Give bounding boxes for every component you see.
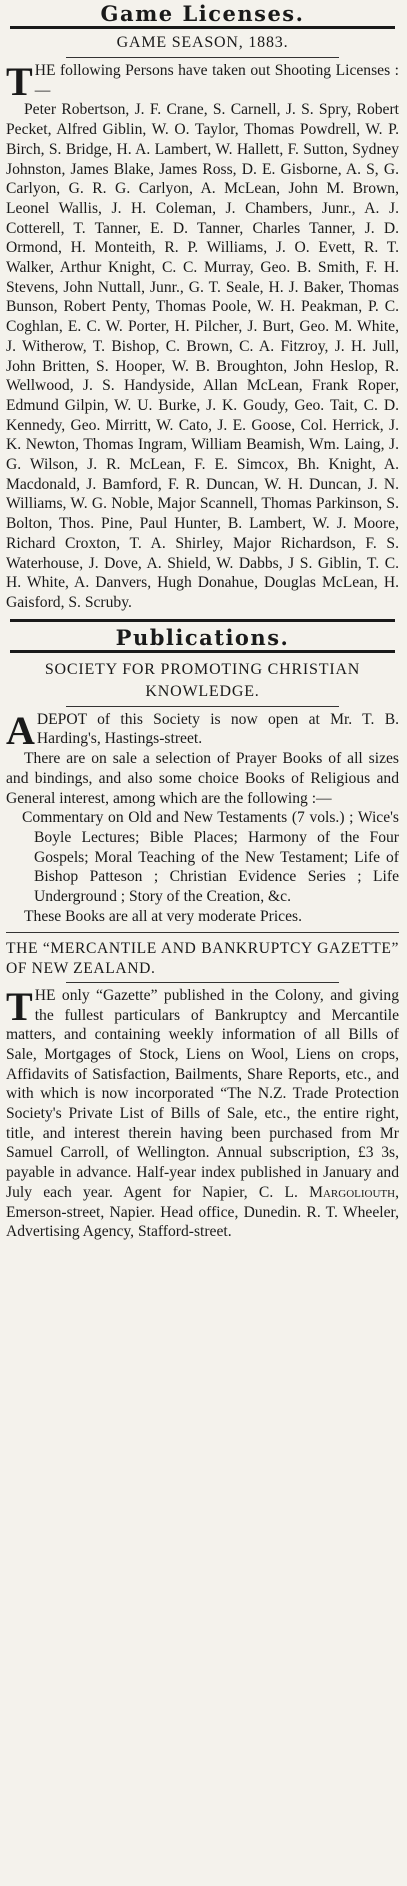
agent-name: Margoliouth <box>309 1183 396 1201</box>
section-rule <box>10 650 395 653</box>
depot-text: DEPOT of this Society is now open at Mr. T. B. Harding's, Hastings-street. <box>36 710 399 748</box>
gazette-body <box>6 983 399 1242</box>
drop-cap: A <box>6 707 35 753</box>
spck-advertisement <box>6 659 399 927</box>
section-heading-publications: Publications. <box>115 624 290 650</box>
prices-notice: These Books are all at very moderate Prices. <box>24 907 302 925</box>
game-licenses-intro <box>6 59 399 104</box>
intro-text: HE following Persons have taken out Shooting Licenses :— <box>34 62 399 99</box>
publications-section <box>6 626 399 1242</box>
advert-title: SOCIETY FOR PROMOTING CHRISTIAN KNOWLEDGE. <box>44 660 361 700</box>
section-rule <box>10 26 395 29</box>
section-divider <box>10 619 395 622</box>
book-list: Commentary on Old and New Testaments (7 vols.) ; Wice's Boyle Lectures; Bible Places; Harmony of the Four Gospels; Moral Teaching of the New Testament; Life of Bishop Patteson ; Christian Evidence Series ; Life Underground ; Story of the Creation, &c. <box>22 809 399 906</box>
gazette-advertisement <box>6 939 399 1242</box>
title-rule <box>66 982 339 983</box>
game-licenses-section <box>6 2 399 613</box>
license-holder-list: Peter Robertson, J. F. Crane, S. Carnell, J. S. Spry, Robert Pecket, Alfred Giblin, W. O. Taylor, Thomas Powdrell, W. P. Birch, S. Bridge, H. A. Lambert, W. Hallett, F. Sutton, Sydney Johnston, James Blake, James Ross, D. E. Gisborne, A. S, G. Carlyon, G. R. G. Carlyon, A. McLean, John M. Brown, Leonel Wallis, J. H. Coleman, J. Chambers, Junr., A. J. Cotterell, T. Tanner, E. D. Tanner, Charles Tanner, J. D. Ormond, H. Monteith, R. P. Williams, J. O. Evett, R. T. Walker, Arthur Knight, C. C. Murray, Geo. B. Smith, F. H. Stevens, John Nuttall, Junr., G. T. Seale, H. J. Baker, Thomas Bunson, Robert Penty, Thomas Poole, W. H. Peakman, P. C. Coghlan, E. C. W. Porter, H. Pilcher, J. Burt, Geo. M. White, J. Witherow, T. Bishop, C. Brown, C. A. Fitzroy, J. H. Jull, John Britten, S. Hooper, W. B. Broughton, John Heslop, R. Wellwood, J. S. Handyside, Allan McLean, Frank Roper, Edmund Gilpin, W. U. Burke, J. K. Goudy, Geo. Tait, C. D. Kennedy, Geo. Mirritt, W. Cato, J. E. Goose, Col. Herrick, J. K. Newton, Thomas Ingram, William Beamish, Wm. Laing, J. G. Wilson, J. R. McLean, F. E. Simcox, Bh. Knight, A. Macdonald, J. Bamford, F. R. Duncan, W. H. Duncan, J. N. Williams, W. G. Noble, Major Scannell, Thomas Parkinson, S. Bolton, Thos. Pine, Paul Hunter, B. Lambert, W. J. Moore, Richard Croxton, T. A. Shirley, Major Richardson, F. S. Waterhouse, J. Dove, A. Shield, W. Dabbs, J S. Giblin, T. C. H. White, A. Danvers, Hugh Donahue, Douglas McLean, H. Gaisford, S. Scruby. <box>6 101 399 611</box>
gazette-text: HE only “Gazette” published in the Colony, and giving the fullest particulars of Bankruptcy and Mercantile matters, and containing weekly information of all Bills of Sale, Mortgages of Stock, Liens on Wool, Liens on crops, Affidavits of Satisfaction, Bailments, Share Reports, etc., and with which is now incorporated “The N.Z. Trade Protection Society's Private List of Bills of Sale, etc., the entire right, title, and interest therein having been purchased from Mr Samuel Carroll, of Wellington. Annual subscription, £3 3s, payable in advance. Half-year index published in January and July each year. Agent for Napier, C. L. <box>6 986 399 1201</box>
title-rule <box>66 706 339 707</box>
advert-title: THE “MERCANTILE AND BANKRUPTCY GAZETTE” OF NEW ZEALAND. <box>6 940 399 978</box>
depot-notice <box>6 707 399 753</box>
section-heading-game-licenses: Game Licenses. <box>100 1 305 26</box>
sale-notice: There are on sale a selection of Prayer Books of all sizes and bindings, and also some choice Books of Religious and General interest, among which are the following :— <box>6 750 399 807</box>
title-rule <box>66 57 339 58</box>
advert-divider <box>6 932 399 933</box>
gazette-text-end: , Emerson-street, Napier. Head office, Dunedin. R. T. Wheeler, Advertising Agency, Stafford-street. <box>6 1183 399 1241</box>
drop-cap: T <box>6 59 33 104</box>
drop-cap: T <box>6 983 33 1029</box>
game-season-title: GAME SEASON, 1883. <box>116 34 289 51</box>
